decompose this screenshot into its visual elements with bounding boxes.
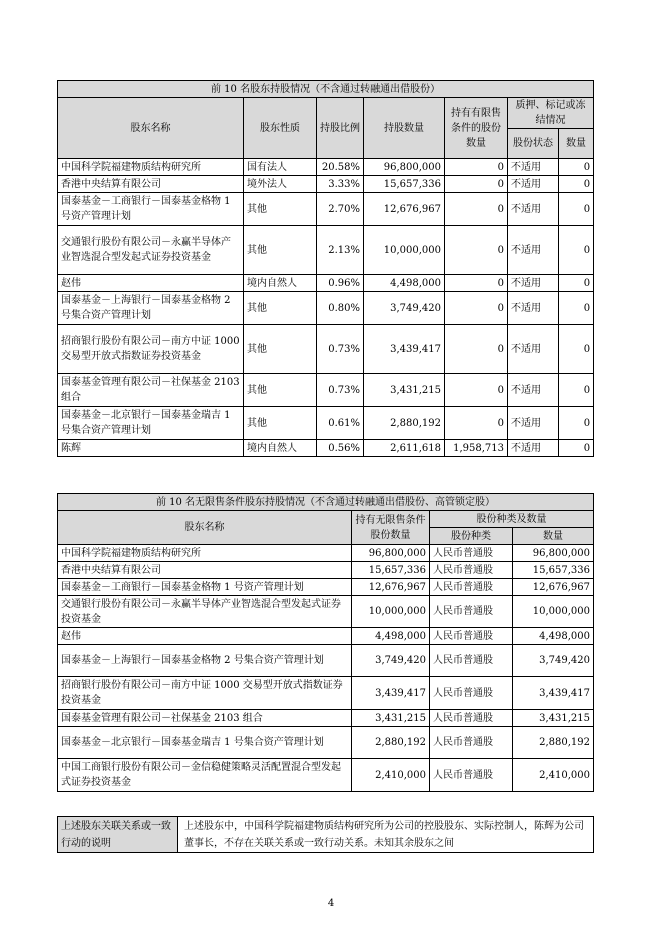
- header-pledge-status: 股份状态: [508, 129, 559, 159]
- cell-name: 中国工商银行股份有限公司－金信稳健策略灵活配置混合型发起式证券投资基金: [58, 759, 352, 792]
- header-pledge: 质押、标记或冻结情况: [508, 98, 594, 129]
- cell-status: 不适用: [508, 275, 559, 292]
- table-row: [58, 407, 594, 440]
- cell-name: 陈辉: [58, 440, 244, 457]
- cell-restricted: 0: [445, 193, 508, 226]
- cell-status: 不适用: [508, 176, 559, 193]
- table-row: [58, 275, 594, 292]
- cell-restricted: 0: [445, 226, 508, 275]
- table-row: [58, 596, 594, 628]
- cell-name: 国泰基金管理有限公司－社保基金 2103 组合: [58, 710, 352, 727]
- cell-qty: 12,676,967: [513, 579, 594, 596]
- cell-name: 国泰基金－工商银行－国泰基金格物 1 号资产管理计划: [58, 193, 244, 226]
- cell-restricted: 0: [445, 292, 508, 325]
- cell-qty: 0: [559, 407, 594, 440]
- cell-shares: 4,498,000: [364, 275, 445, 292]
- cell-qty: 4,498,000: [513, 628, 594, 645]
- table-row: [58, 628, 594, 645]
- cell-qty: 2,880,192: [513, 727, 594, 759]
- table-row: [58, 226, 594, 275]
- cell-nature: 其他: [244, 193, 317, 226]
- cell-type: 人民币普通股: [430, 710, 513, 727]
- header-restricted: 持有有限售条件的股份数量: [445, 98, 508, 159]
- cell-status: 不适用: [508, 226, 559, 275]
- cell-name: 交通银行股份有限公司－永赢半导体产业智选混合型发起式证券投资基金: [58, 596, 352, 628]
- u-header-shares: 持有无限售条件股份数量: [352, 511, 430, 545]
- cell-restricted: 0: [445, 275, 508, 292]
- relation-label: 上述股东关联关系或一致行动的说明: [58, 817, 178, 853]
- u-header-qty: 数量: [513, 528, 594, 545]
- cell-shares: 3,431,215: [364, 374, 445, 407]
- cell-restricted: 1,958,713: [445, 440, 508, 457]
- cell-nature: 其他: [244, 292, 317, 325]
- header-pledge-qty: 数量: [559, 129, 594, 159]
- cell-type: 人民币普通股: [430, 645, 513, 677]
- relation-table: [57, 816, 594, 853]
- cell-status: 不适用: [508, 292, 559, 325]
- unrestricted-title: 前 10 名无限售条件股东持股情况（不含通过转融通出借股份、高管锁定股）: [58, 494, 594, 511]
- table-row: [58, 159, 594, 176]
- cell-qty: 2,410,000: [513, 759, 594, 792]
- cell-type: 人民币普通股: [430, 628, 513, 645]
- table-row: [58, 759, 594, 792]
- cell-type: 人民币普通股: [430, 677, 513, 710]
- cell-name: 国泰基金－上海银行－国泰基金格物 2 号集合资产管理计划: [58, 292, 244, 325]
- cell-qty: 3,749,420: [513, 645, 594, 677]
- table-row: [58, 710, 594, 727]
- cell-nature: 其他: [244, 325, 317, 374]
- table-row: [58, 193, 594, 226]
- header-ratio: 持股比例: [317, 98, 364, 159]
- cell-nature: 其他: [244, 407, 317, 440]
- cell-shares: 15,657,336: [352, 562, 430, 579]
- cell-status: 不适用: [508, 374, 559, 407]
- u-header-type-group: 股份种类及数量: [430, 511, 594, 528]
- cell-status: 不适用: [508, 159, 559, 176]
- top10-title: 前 10 名股东持股情况（不含通过转融通出借股份）: [58, 81, 594, 98]
- table-row: [58, 727, 594, 759]
- cell-name: 招商银行股份有限公司－南方中证 1000 交易型开放式指数证券投资基金: [58, 677, 352, 710]
- cell-name: 国泰基金－上海银行－国泰基金格物 2 号集合资产管理计划: [58, 645, 352, 677]
- cell-name: 国泰基金－北京银行－国泰基金瑞吉 1 号集合资产管理计划: [58, 727, 352, 759]
- cell-ratio: 0.73%: [317, 325, 364, 374]
- cell-qty: 0: [559, 226, 594, 275]
- cell-shares: 2,880,192: [364, 407, 445, 440]
- table-row: [58, 579, 594, 596]
- cell-type: 人民币普通股: [430, 759, 513, 792]
- cell-type: 人民币普通股: [430, 579, 513, 596]
- table-row: [58, 440, 594, 457]
- cell-ratio: 0.96%: [317, 275, 364, 292]
- cell-ratio: 0.61%: [317, 407, 364, 440]
- cell-shares: 96,800,000: [364, 159, 445, 176]
- cell-shares: 10,000,000: [364, 226, 445, 275]
- cell-nature: 境内自然人: [244, 440, 317, 457]
- cell-qty: 0: [559, 325, 594, 374]
- cell-qty: 96,800,000: [513, 545, 594, 562]
- cell-restricted: 0: [445, 159, 508, 176]
- cell-type: 人民币普通股: [430, 562, 513, 579]
- table-row: [58, 325, 594, 374]
- cell-qty: 0: [559, 193, 594, 226]
- cell-ratio: 0.80%: [317, 292, 364, 325]
- cell-status: 不适用: [508, 193, 559, 226]
- cell-restricted: 0: [445, 325, 508, 374]
- header-nature: 股东性质: [244, 98, 317, 159]
- cell-nature: 其他: [244, 374, 317, 407]
- u-header-name: 股东名称: [58, 511, 352, 545]
- cell-ratio: 0.56%: [317, 440, 364, 457]
- cell-qty: 3,431,215: [513, 710, 594, 727]
- page-number: 4: [327, 898, 335, 909]
- cell-qty: 0: [559, 374, 594, 407]
- cell-nature: 境内自然人: [244, 275, 317, 292]
- cell-type: 人民币普通股: [430, 545, 513, 562]
- cell-name: 中国科学院福建物质结构研究所: [58, 159, 244, 176]
- table-row: [58, 176, 594, 193]
- cell-shares: 3,439,417: [352, 677, 430, 710]
- cell-qty: 0: [559, 292, 594, 325]
- header-name: 股东名称: [58, 98, 244, 159]
- cell-status: 不适用: [508, 440, 559, 457]
- cell-name: 中国科学院福建物质结构研究所: [58, 545, 352, 562]
- table-row: [58, 562, 594, 579]
- cell-shares: 12,676,967: [352, 579, 430, 596]
- cell-shares: 12,676,967: [364, 193, 445, 226]
- cell-shares: 3,749,420: [352, 645, 430, 677]
- cell-type: 人民币普通股: [430, 596, 513, 628]
- cell-status: 不适用: [508, 325, 559, 374]
- header-shares: 持股数量: [364, 98, 445, 159]
- table-row: [58, 677, 594, 710]
- cell-nature: 其他: [244, 226, 317, 275]
- cell-restricted: 0: [445, 374, 508, 407]
- cell-nature: 国有法人: [244, 159, 317, 176]
- table-row: [58, 645, 594, 677]
- cell-qty: 0: [559, 176, 594, 193]
- table-row: [58, 292, 594, 325]
- cell-restricted: 0: [445, 176, 508, 193]
- cell-shares: 10,000,000: [352, 596, 430, 628]
- cell-name: 招商银行股份有限公司－南方中证 1000 交易型开放式指数证券投资基金: [58, 325, 244, 374]
- cell-qty: 0: [559, 159, 594, 176]
- cell-ratio: 3.33%: [317, 176, 364, 193]
- u-header-type: 股份种类: [430, 528, 513, 545]
- cell-ratio: 2.13%: [317, 226, 364, 275]
- cell-ratio: 0.73%: [317, 374, 364, 407]
- cell-shares: 3,439,417: [364, 325, 445, 374]
- cell-name: 赵伟: [58, 628, 352, 645]
- cell-restricted: 0: [445, 407, 508, 440]
- cell-shares: 3,431,215: [352, 710, 430, 727]
- cell-name: 交通银行股份有限公司－永赢半导体产业智选混合型发起式证券投资基金: [58, 226, 244, 275]
- cell-ratio: 20.58%: [317, 159, 364, 176]
- cell-qty: 3,439,417: [513, 677, 594, 710]
- cell-shares: 3,749,420: [364, 292, 445, 325]
- cell-shares: 2,880,192: [352, 727, 430, 759]
- cell-type: 人民币普通股: [430, 727, 513, 759]
- cell-qty: 0: [559, 440, 594, 457]
- cell-qty: 0: [559, 275, 594, 292]
- table-row: [58, 374, 594, 407]
- cell-name: 国泰基金管理有限公司－社保基金 2103 组合: [58, 374, 244, 407]
- cell-qty: 15,657,336: [513, 562, 594, 579]
- cell-name: 国泰基金－北京银行－国泰基金瑞吉 1 号集合资产管理计划: [58, 407, 244, 440]
- cell-name: 国泰基金－工商银行－国泰基金格物 1 号资产管理计划: [58, 579, 352, 596]
- cell-shares: 96,800,000: [352, 545, 430, 562]
- cell-shares: 4,498,000: [352, 628, 430, 645]
- cell-qty: 10,000,000: [513, 596, 594, 628]
- cell-status: 不适用: [508, 407, 559, 440]
- cell-shares: 2,611,618: [364, 440, 445, 457]
- table-row: [58, 545, 594, 562]
- cell-name: 香港中央结算有限公司: [58, 562, 352, 579]
- cell-shares: 2,410,000: [352, 759, 430, 792]
- cell-ratio: 2.70%: [317, 193, 364, 226]
- cell-nature: 境外法人: [244, 176, 317, 193]
- top10-shareholders-table: [57, 80, 594, 457]
- cell-name: 赵伟: [58, 275, 244, 292]
- cell-shares: 15,657,336: [364, 176, 445, 193]
- top10-unrestricted-table: [57, 493, 594, 792]
- cell-name: 香港中央结算有限公司: [58, 176, 244, 193]
- relation-text: 上述股东中，中国科学院福建物质结构研究所为公司的控股股东、实际控制人，陈辉为公司董事长，不存在关联关系或一致行动关系。未知其余股东之间: [178, 817, 594, 853]
